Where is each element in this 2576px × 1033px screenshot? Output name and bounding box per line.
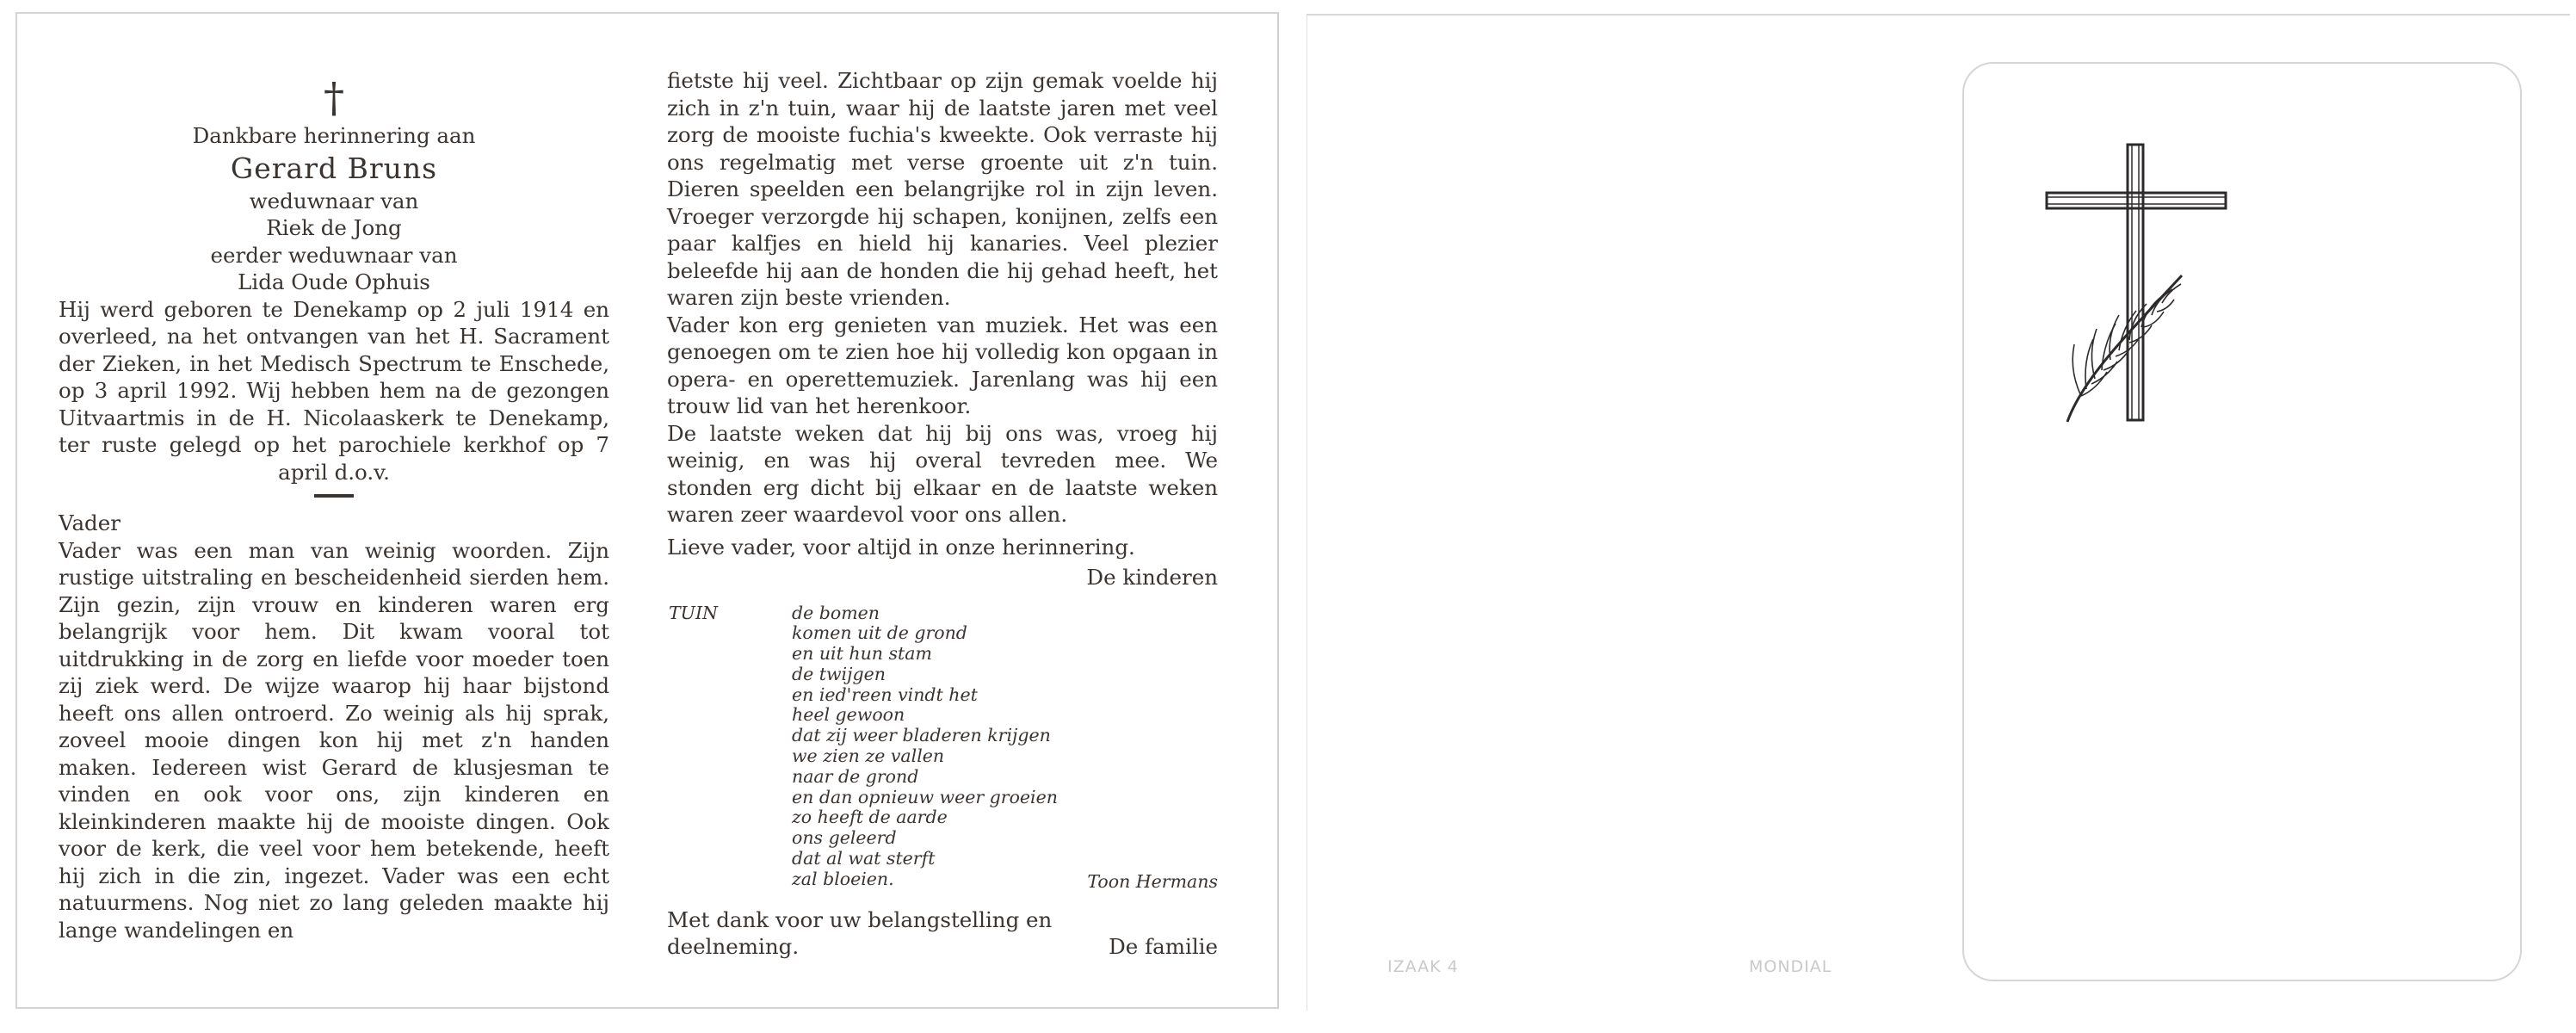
poem-line: zal bloeien.: [792, 868, 894, 889]
biography-paragraph: Hij werd geboren te Denekamp op 2 juli 1914 en overleed, na het ontvangen van het H. Sacrament der Zieken, in het Medisch Spectrum te Enschede, op 3 april 1992. Wij hebben hem na de gezongen Uitvaartmis in de H. Nicolaaskerk te Denekamp, ter ruste gelegd op het parochiele kerkhof op 7 april d.o.v.: [59, 296, 609, 485]
relation-line: Lida Oude Ophuis: [238, 269, 430, 294]
poem-line: ons geleerd: [792, 827, 897, 849]
poem-lines: [792, 603, 1058, 890]
divider-rule: [314, 494, 354, 498]
music-paragraph: Vader kon erg genieten van muziek. Het was een genoegen om te zien hoe hij volledig kon opgaan in opera- en operettemuziek. Jarenlang was hij een trouw lid van het herenkoor.: [667, 312, 1218, 418]
thanks-text: Met dank voor uw belangstelling en deelneming.: [667, 906, 1053, 959]
poem-line: dat zij weer bladeren krijgen: [792, 725, 1051, 746]
relation-line: weduwnaar van: [249, 188, 419, 213]
story-paragraph: Vader was een man van weinig woorden. Zijn rustige uitstraling en bescheidenheid sierden hem. Zijn gezin, zijn vrouw en kinderen waren erg belangrijk voor hem. Dit kwam vooral tot uitdrukking in de zorg en liefde voor moeder toen zij ziek werd. De wijze waarop hij haar bijstond heeft ons allen ontroerd. Zo weinig als hij sprak, zoveel mooie dingen kon hij met z'n handen maken. Iedereen wist Gerard de klusjesman te vinden en ook voor ons, zijn kinderen en kleinkinderen maakte hij de mooiste dingen. Ook voor de kerk, die veel voor hem betekende, heeft hij zich in die zin, ingezet. Vader was een echt natuurmens. Nog niet zo lang geleden maakte hij lange wandelingen en: [59, 537, 609, 943]
poem-author: Toon Hermans: [1087, 870, 1218, 892]
story-paragraph-continued: fietste hij veel. Zichtbaar op zijn gemak voelde hij zich in z'n tuin, waar hij de laatste jaren met veel zorg de mooiste fuchia's kweekte. Ook verraste hij ons regelmatig met verse groente uit z'n tuin. Dieren speelden een belangrijke rol in zijn leven. Vroeger verzorgde hij schapen, konijnen, zelfs een paar kalfjes en hield hij kanaries. Veel plezier beleefde hij aan de honden die hij gehad heeft, het waren zijn beste vrienden.: [667, 68, 1218, 310]
thanks-section: [667, 906, 1218, 961]
closing-line: Lieve vader, voor altijd in onze herinnering.: [667, 534, 1135, 560]
poem-line: en dan opnieuw weer groeien: [792, 786, 1058, 807]
final-weeks-paragraph: De laatste weken dat hij bij ons was, vroeg hij weinig, en was hij overal tevreden mee. We stonden erg dicht bij elkaar en de laatste weken waren zeer waardevol voor ons allen.: [667, 420, 1218, 527]
poem-line: en uit hun stam: [792, 643, 932, 665]
section-heading-vader: Vader: [59, 510, 120, 535]
signature-children: De kinderen: [1086, 565, 1218, 590]
poem-line: heel gewoon: [792, 704, 905, 726]
poem-line: komen uit de grond: [792, 622, 967, 644]
footer-model-label: IZAAK 4: [1387, 957, 1459, 976]
relation-line: Riek de Jong: [266, 215, 402, 240]
poem-line: de twijgen: [792, 663, 886, 684]
poem-line: we zien ze vallen: [792, 745, 945, 767]
memorial-left-column: [59, 74, 609, 943]
cross-with-palm-branch-icon: [2031, 138, 2255, 430]
footer-brand-label: MONDIAL: [1749, 957, 1832, 976]
poem-title: TUIN: [669, 602, 718, 623]
poem-line: en ied'reen vindt het: [792, 684, 978, 705]
relation-line: eerder weduwnaar van: [210, 242, 458, 268]
poem-line: dat al wat sterft: [792, 848, 936, 869]
poem-line: de bomen: [792, 602, 880, 623]
signature-family: De familie: [1109, 934, 1218, 959]
intro-text: Dankbare herinnering aan: [192, 123, 476, 148]
deceased-name: Gerard Bruns: [230, 151, 438, 185]
memorial-middle-column: [667, 67, 1218, 961]
poem-line: naar de grond: [792, 765, 919, 787]
small-cross-icon: †: [324, 74, 344, 122]
poem-line: zo heeft de aarde: [792, 807, 948, 828]
poem: [667, 602, 1218, 892]
